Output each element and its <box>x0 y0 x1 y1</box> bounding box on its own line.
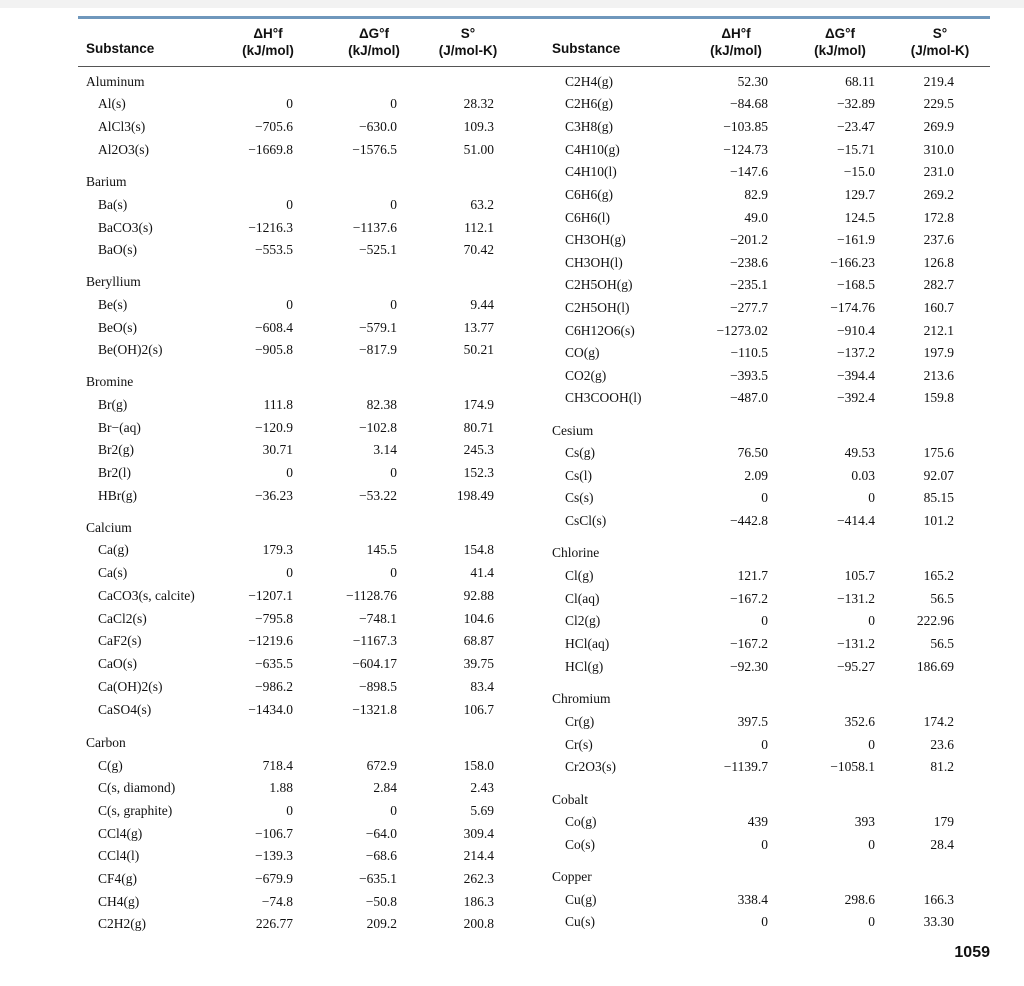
substance-header: Substance <box>86 41 155 56</box>
substance-name: Br−(aq) <box>98 420 141 435</box>
substance-name: C3H8(g) <box>565 119 613 134</box>
enthalpy-value: 338.4 <box>737 892 768 907</box>
entropy-value: 56.5 <box>930 591 954 606</box>
gibbs-value: −131.2 <box>837 591 875 606</box>
gibbs-value: 0 <box>868 837 875 852</box>
entropy-value: 229.5 <box>923 96 954 111</box>
substance-name: C(s, graphite) <box>98 803 173 818</box>
enthalpy-value: −1219.6 <box>248 633 293 648</box>
enthalpy-header-right: ΔH°f (kJ/mol) <box>710 26 762 58</box>
entropy-value: 152.3 <box>463 465 494 480</box>
gibbs-value: 49.53 <box>844 445 875 460</box>
entropy-value: 33.30 <box>923 914 954 929</box>
enthalpy-value: −238.6 <box>730 255 768 270</box>
enthalpy-value: 1.88 <box>269 780 293 795</box>
enthalpy-value: 111.8 <box>263 397 293 412</box>
entropy-value: 172.8 <box>923 210 954 225</box>
enthalpy-value: −167.2 <box>730 636 768 651</box>
group-heading: Aluminum <box>86 74 145 89</box>
gibbs-value: −15.0 <box>843 164 875 179</box>
substance-name: Br(g) <box>98 397 128 412</box>
gibbs-value: −168.5 <box>837 277 875 292</box>
substance-name: Al(s) <box>98 96 126 111</box>
entropy-value: 23.6 <box>930 737 954 752</box>
gibbs-value: −817.9 <box>359 342 397 357</box>
gibbs-value: −1128.76 <box>346 588 397 603</box>
gibbs-value: −174.76 <box>830 300 875 315</box>
entropy-value: 28.4 <box>930 837 954 852</box>
gibbs-value: −32.89 <box>837 96 875 111</box>
gibbs-value: 0 <box>390 96 397 111</box>
entropy-value: 175.6 <box>923 445 954 460</box>
gibbs-value: −166.23 <box>830 255 875 270</box>
enthalpy-value: 30.71 <box>262 442 293 457</box>
entropy-value: 269.2 <box>923 187 954 202</box>
entropy-value: 80.71 <box>463 420 494 435</box>
group-heading: Chlorine <box>552 545 600 560</box>
entropy-value: 197.9 <box>923 345 954 360</box>
entropy-value: 9.44 <box>470 297 494 312</box>
gibbs-value: 298.6 <box>844 892 875 907</box>
substance-name: C4H10(g) <box>565 142 620 157</box>
entropy-value: 13.77 <box>463 320 494 335</box>
entropy-value: 174.9 <box>463 397 494 412</box>
gibbs-value: −102.8 <box>359 420 397 435</box>
gibbs-value: −137.2 <box>837 345 875 360</box>
substance-name: BaO(s) <box>98 242 137 257</box>
gibbs-value: 0 <box>390 197 397 212</box>
entropy-value: 83.4 <box>470 679 494 694</box>
substance-name: Cu(s) <box>565 914 595 929</box>
entropy-value: 213.6 <box>923 368 954 383</box>
substance-name: CH3OH(l) <box>565 255 623 270</box>
enthalpy-value: 0 <box>286 803 293 818</box>
substance-name: CaCO3(s, calcite) <box>98 588 195 603</box>
enthalpy-value: −1669.8 <box>248 142 293 157</box>
gibbs-value: −910.4 <box>837 323 875 338</box>
gibbs-value: −394.4 <box>837 368 875 383</box>
gibbs-header: ΔG°f (kJ/mol) <box>348 26 400 58</box>
enthalpy-value: −110.5 <box>730 345 768 360</box>
entropy-value: 109.3 <box>463 119 494 134</box>
substance-name: C2H5OH(g) <box>565 277 633 292</box>
enthalpy-value: 0 <box>286 96 293 111</box>
gibbs-value: −53.22 <box>359 488 397 503</box>
entropy-value: 85.15 <box>923 490 954 505</box>
enthalpy-value: −120.9 <box>255 420 293 435</box>
entropy-value: 106.7 <box>463 702 494 717</box>
substance-name: C6H6(l) <box>565 210 610 225</box>
gibbs-value: −392.4 <box>837 390 875 405</box>
gibbs-value: 672.9 <box>366 758 397 773</box>
substance-name: Cl(g) <box>565 568 594 583</box>
enthalpy-value: 397.5 <box>737 714 768 729</box>
substance-name: CH3COOH(l) <box>565 390 642 405</box>
substance-name: CH4(g) <box>98 894 140 909</box>
substance-name: Ca(g) <box>98 542 129 557</box>
gibbs-value: 209.2 <box>366 916 397 931</box>
header-rule <box>78 66 990 67</box>
gibbs-value: 0.03 <box>851 468 875 483</box>
substance-name: Cl2(g) <box>565 613 601 628</box>
enthalpy-value: 2.09 <box>744 468 768 483</box>
entropy-value: 81.2 <box>930 759 954 774</box>
gibbs-value: −50.8 <box>365 894 397 909</box>
gibbs-value: −1167.3 <box>352 633 397 648</box>
entropy-value: 154.8 <box>463 542 494 557</box>
gibbs-value: 3.14 <box>373 442 397 457</box>
enthalpy-value: −705.6 <box>255 119 293 134</box>
entropy-value: 70.42 <box>463 242 494 257</box>
enthalpy-value: −106.7 <box>255 826 293 841</box>
substance-name: Co(s) <box>565 837 595 852</box>
substance-name: Ca(OH)2(s) <box>98 679 163 694</box>
entropy-value: 174.2 <box>923 714 954 729</box>
entropy-value: 39.75 <box>463 656 494 671</box>
enthalpy-value: 49.0 <box>744 210 768 225</box>
substance-name: CaO(s) <box>98 656 137 671</box>
group-heading: Calcium <box>86 520 132 535</box>
entropy-value: 104.6 <box>463 611 494 626</box>
substance-name: CCl4(l) <box>98 848 140 863</box>
substance-name: BeO(s) <box>98 320 137 335</box>
entropy-value: 41.4 <box>470 565 494 580</box>
enthalpy-value: −608.4 <box>255 320 293 335</box>
gibbs-value: −23.47 <box>837 119 875 134</box>
enthalpy-value: 0 <box>761 837 768 852</box>
enthalpy-value: −393.5 <box>730 368 768 383</box>
enthalpy-value: −201.2 <box>730 232 768 247</box>
enthalpy-value: 179.3 <box>262 542 293 557</box>
substance-name: Cl(aq) <box>565 591 600 606</box>
substance-name: Br2(g) <box>98 442 134 457</box>
gibbs-value: 68.11 <box>845 74 875 89</box>
gibbs-value: −1576.5 <box>352 142 397 157</box>
page-number: 1059 <box>954 944 990 961</box>
enthalpy-value: −986.2 <box>255 679 293 694</box>
entropy-value: 158.0 <box>463 758 494 773</box>
enthalpy-value: −167.2 <box>730 591 768 606</box>
enthalpy-value: 0 <box>286 565 293 580</box>
entropy-value: 222.96 <box>916 613 954 628</box>
entropy-value: 101.2 <box>923 513 954 528</box>
substance-name: CF4(g) <box>98 871 138 886</box>
substance-name: C(s, diamond) <box>98 780 176 795</box>
gibbs-value: −898.5 <box>359 679 397 694</box>
enthalpy-value: −1273.02 <box>716 323 768 338</box>
gibbs-value: 0 <box>390 465 397 480</box>
substance-name: Ca(s) <box>98 565 128 580</box>
entropy-value: 179 <box>933 814 954 829</box>
enthalpy-value: −103.85 <box>723 119 768 134</box>
entropy-value: 200.8 <box>463 916 494 931</box>
entropy-value: 237.6 <box>923 232 954 247</box>
substance-name: C2H4(g) <box>565 74 613 89</box>
enthalpy-value: −487.0 <box>730 390 768 405</box>
entropy-value: 126.8 <box>923 255 954 270</box>
substance-name: C6H6(g) <box>565 187 613 202</box>
substance-name: C2H5OH(l) <box>565 300 630 315</box>
group-heading: Beryllium <box>86 274 141 289</box>
table-top-rule <box>78 16 990 19</box>
gibbs-value: 0 <box>868 914 875 929</box>
enthalpy-header: ΔH°f (kJ/mol) <box>242 26 294 58</box>
enthalpy-value: 439 <box>747 814 768 829</box>
enthalpy-value: −635.5 <box>255 656 293 671</box>
substance-name: BaCO3(s) <box>98 220 153 235</box>
entropy-value: 28.32 <box>463 96 494 111</box>
gibbs-value: −15.71 <box>837 142 875 157</box>
enthalpy-value: 0 <box>761 613 768 628</box>
substance-name: CO2(g) <box>565 368 607 383</box>
entropy-header: S° (J/mol-K) <box>438 26 498 58</box>
enthalpy-value: −124.73 <box>723 142 768 157</box>
entropy-value: 245.3 <box>463 442 494 457</box>
substance-name: Al2O3(s) <box>98 142 149 157</box>
entropy-header-right: S° (J/mol-K) <box>910 26 970 58</box>
substance-name: CaCl2(s) <box>98 611 147 626</box>
gibbs-value: 352.6 <box>844 714 875 729</box>
substance-name: Be(OH)2(s) <box>98 342 163 357</box>
gibbs-value: −1058.1 <box>830 759 875 774</box>
enthalpy-value: 226.77 <box>255 916 293 931</box>
entropy-value: 186.69 <box>916 659 954 674</box>
substance-name: Cs(l) <box>565 468 592 483</box>
substance-name: CCl4(g) <box>98 826 143 841</box>
gibbs-value: 0 <box>868 490 875 505</box>
substance-name: Ba(s) <box>98 197 128 212</box>
gibbs-value: −414.4 <box>837 513 875 528</box>
substance-name: Cr2O3(s) <box>565 759 616 774</box>
substance-name: CaSO4(s) <box>98 702 152 717</box>
gibbs-value: −630.0 <box>359 119 397 134</box>
enthalpy-value: −553.5 <box>255 242 293 257</box>
enthalpy-value: −1139.7 <box>723 759 768 774</box>
enthalpy-value: −1216.3 <box>248 220 293 235</box>
entropy-value: 92.88 <box>463 588 494 603</box>
gibbs-value: −1321.8 <box>352 702 397 717</box>
enthalpy-value: −905.8 <box>255 342 293 357</box>
substance-name: Cs(s) <box>565 490 594 505</box>
enthalpy-value: 0 <box>286 465 293 480</box>
substance-name: Cu(g) <box>565 892 597 907</box>
gibbs-value: −95.27 <box>837 659 875 674</box>
substance-name: CH3OH(g) <box>565 232 626 247</box>
gibbs-value: 0 <box>868 613 875 628</box>
entropy-value: 262.3 <box>463 871 494 886</box>
entropy-value: 112.1 <box>464 220 494 235</box>
entropy-value: 165.2 <box>923 568 954 583</box>
enthalpy-value: 52.30 <box>737 74 768 89</box>
entropy-value: 282.7 <box>923 277 954 292</box>
substance-name: C4H10(l) <box>565 164 617 179</box>
enthalpy-value: −84.68 <box>730 96 768 111</box>
gibbs-value: −748.1 <box>359 611 397 626</box>
entropy-value: 160.7 <box>923 300 954 315</box>
substance-name: CaF2(s) <box>98 633 142 648</box>
entropy-value: 56.5 <box>930 636 954 651</box>
group-heading: Bromine <box>86 374 134 389</box>
entropy-value: 92.07 <box>923 468 954 483</box>
gibbs-value: 0 <box>390 297 397 312</box>
enthalpy-value: 121.7 <box>737 568 768 583</box>
enthalpy-value: 82.9 <box>744 187 768 202</box>
gibbs-value: 82.38 <box>366 397 397 412</box>
gibbs-value: −131.2 <box>837 636 875 651</box>
group-heading: Cobalt <box>552 792 588 807</box>
enthalpy-value: −74.8 <box>261 894 293 909</box>
enthalpy-value: −1434.0 <box>248 702 293 717</box>
enthalpy-value: −277.7 <box>730 300 768 315</box>
substance-name: CO(g) <box>565 345 600 360</box>
substance-name: C2H6(g) <box>565 96 613 111</box>
entropy-value: 309.4 <box>463 826 494 841</box>
enthalpy-value: −139.3 <box>255 848 293 863</box>
substance-name: C(g) <box>98 758 123 773</box>
gibbs-value: −64.0 <box>365 826 397 841</box>
gibbs-value: −1137.6 <box>352 220 397 235</box>
substance-name: Cr(g) <box>565 714 595 729</box>
group-heading: Cesium <box>552 423 594 438</box>
group-heading: Carbon <box>86 735 126 750</box>
enthalpy-value: 0 <box>761 914 768 929</box>
gibbs-value: 0 <box>390 803 397 818</box>
substance-name: C6H12O6(s) <box>565 323 635 338</box>
gibbs-value: 393 <box>854 814 875 829</box>
enthalpy-value: −795.8 <box>255 611 293 626</box>
gibbs-value: −161.9 <box>837 232 875 247</box>
group-heading: Copper <box>552 869 592 884</box>
enthalpy-value: −92.30 <box>730 659 768 674</box>
entropy-value: 5.69 <box>470 803 494 818</box>
enthalpy-value: −1207.1 <box>248 588 293 603</box>
entropy-value: 166.3 <box>923 892 954 907</box>
entropy-value: 186.3 <box>463 894 494 909</box>
substance-name: Br2(l) <box>98 465 131 480</box>
entropy-value: 231.0 <box>923 164 954 179</box>
entropy-value: 63.2 <box>470 197 494 212</box>
gibbs-value: 0 <box>868 737 875 752</box>
entropy-value: 310.0 <box>923 142 954 157</box>
enthalpy-value: −679.9 <box>255 871 293 886</box>
enthalpy-value: 76.50 <box>737 445 768 460</box>
enthalpy-value: 0 <box>286 197 293 212</box>
gibbs-value: 145.5 <box>366 542 397 557</box>
entropy-value: 2.43 <box>470 780 494 795</box>
gibbs-value: −68.6 <box>365 848 397 863</box>
enthalpy-value: 0 <box>761 737 768 752</box>
gibbs-value: −525.1 <box>359 242 397 257</box>
entropy-value: 50.21 <box>463 342 494 357</box>
substance-name: HBr(g) <box>98 488 137 503</box>
substance-name: CsCl(s) <box>565 513 607 528</box>
enthalpy-value: −36.23 <box>255 488 293 503</box>
substance-name: HCl(aq) <box>565 636 610 651</box>
substance-name: Be(s) <box>98 297 128 312</box>
enthalpy-value: −235.1 <box>730 277 768 292</box>
gibbs-value: −579.1 <box>359 320 397 335</box>
substance-header-right: Substance <box>552 41 621 56</box>
group-heading: Chromium <box>552 691 611 706</box>
entropy-value: 269.9 <box>923 119 954 134</box>
group-heading: Barium <box>86 174 127 189</box>
gibbs-value: 0 <box>390 565 397 580</box>
enthalpy-value: 0 <box>761 490 768 505</box>
entropy-value: 212.1 <box>923 323 954 338</box>
gibbs-value: −635.1 <box>359 871 397 886</box>
substance-name: Cs(g) <box>565 445 595 460</box>
substance-name: AlCl3(s) <box>98 119 146 134</box>
gibbs-value: 105.7 <box>844 568 875 583</box>
entropy-value: 198.49 <box>456 488 494 503</box>
enthalpy-value: −147.6 <box>730 164 768 179</box>
entropy-value: 159.8 <box>923 390 954 405</box>
substance-name: C2H2(g) <box>98 916 146 931</box>
gibbs-header-right: ΔG°f (kJ/mol) <box>814 26 866 58</box>
entropy-value: 219.4 <box>923 74 954 89</box>
enthalpy-value: −442.8 <box>730 513 768 528</box>
entropy-value: 214.4 <box>463 848 494 863</box>
substance-name: HCl(g) <box>565 659 604 674</box>
gibbs-value: 2.84 <box>373 780 397 795</box>
substance-name: Cr(s) <box>565 737 593 752</box>
top-strip <box>0 0 1024 8</box>
gibbs-value: −604.17 <box>352 656 397 671</box>
gibbs-value: 129.7 <box>844 187 875 202</box>
gibbs-value: 124.5 <box>844 210 875 225</box>
entropy-value: 68.87 <box>463 633 494 648</box>
enthalpy-value: 0 <box>286 297 293 312</box>
substance-name: Co(g) <box>565 814 597 829</box>
enthalpy-value: 718.4 <box>262 758 293 773</box>
entropy-value: 51.00 <box>463 142 494 157</box>
